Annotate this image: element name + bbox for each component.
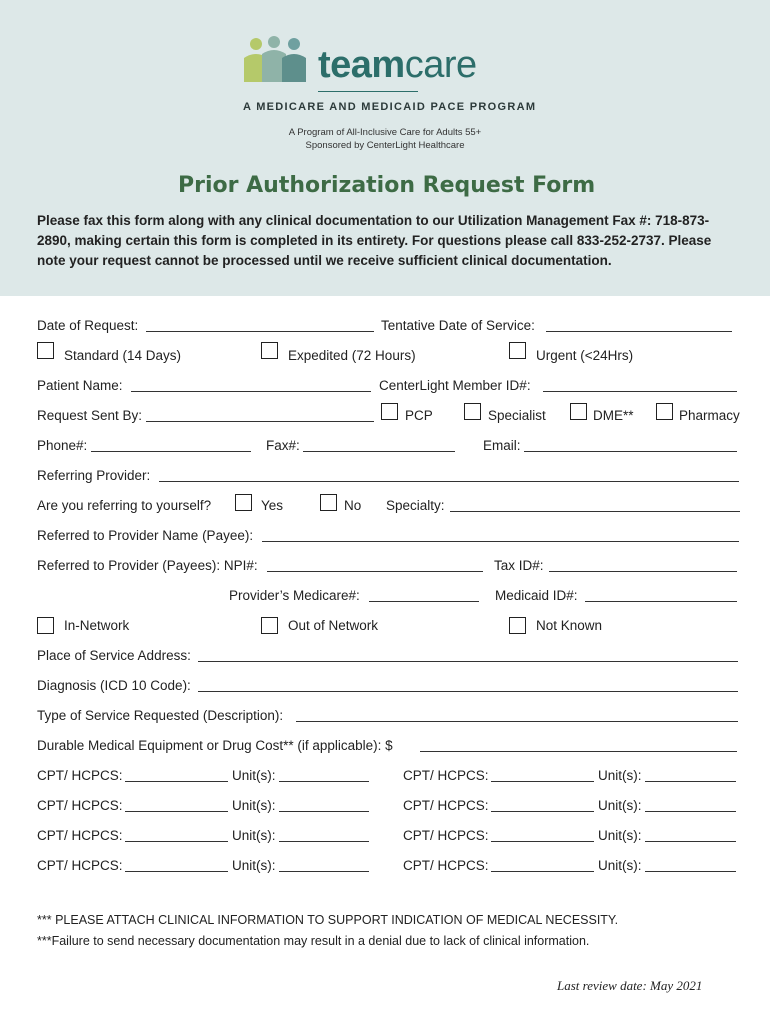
member-id-field[interactable] — [543, 391, 737, 392]
dme-label: DME** — [593, 408, 634, 423]
units-label: Unit(s): — [598, 798, 642, 813]
program-line: A Program of All-Inclusive Care for Adults 55+ — [288, 127, 482, 138]
dme-cost-label: Durable Medical Equipment or Drug Cost** (if applicable): $ — [37, 738, 393, 753]
units-label: Unit(s): — [598, 858, 642, 873]
type-of-service-field[interactable] — [296, 721, 738, 722]
expedited-label: Expedited (72 Hours) — [288, 348, 416, 363]
in-network-checkbox[interactable] — [37, 617, 54, 634]
units-label: Unit(s): — [232, 828, 276, 843]
urgent-checkbox[interactable] — [509, 342, 526, 359]
type-of-service-label: Type of Service Requested (Description): — [37, 708, 284, 723]
footer-note-failure: ***Failure to send necessary documentation may result in a denial due to lack of clinical information. — [37, 934, 590, 948]
referred-name-field[interactable] — [262, 541, 739, 542]
cpt-field[interactable] — [491, 871, 594, 872]
member-id-label: CenterLight Member ID#: — [379, 378, 531, 393]
patient-name-label: Patient Name: — [37, 378, 123, 393]
diagnosis-field[interactable] — [198, 691, 738, 692]
footer-note-attach: *** PLEASE ATTACH CLINICAL INFORMATION TO SUPPORT INDICATION OF MEDICAL NECESSITY. — [37, 913, 619, 927]
cpt-field[interactable] — [125, 781, 228, 782]
logo-divider — [318, 91, 418, 92]
intro-text: Please fax this form along with any clinical documentation to our Utilization Management Fax #: 718-873-2890, making certain this form is completed in its entirety. For questions please call 833-252-2737. Please note your request cannot be processed until we receive sufficient clinical documentation. — [37, 213, 712, 268]
units-label: Unit(s): — [598, 828, 642, 843]
tax-id-field[interactable] — [549, 571, 737, 572]
date-of-request-field[interactable] — [146, 331, 374, 332]
tentative-date-label: Tentative Date of Service: — [381, 318, 535, 333]
email-label: Email: — [483, 438, 521, 453]
units-label: Unit(s): — [232, 768, 276, 783]
cpt-field[interactable] — [491, 781, 594, 782]
cpt-label: CPT/ HCPCS: — [37, 828, 123, 843]
page-title: Prior Authorization Request Form — [178, 173, 596, 198]
standard-label: Standard (14 Days) — [64, 348, 182, 363]
cpt-field[interactable] — [125, 811, 228, 812]
teamcare-logo-icon — [240, 36, 312, 84]
sponsor-line: Sponsored by CenterLight Healthcare — [305, 140, 465, 151]
units-field[interactable] — [279, 811, 369, 812]
out-of-network-checkbox[interactable] — [261, 617, 278, 634]
cpt-field[interactable] — [491, 811, 594, 812]
out-of-network-label: Out of Network — [288, 618, 379, 633]
cpt-label: CPT/ HCPCS: — [37, 768, 123, 783]
yes-checkbox[interactable] — [235, 494, 252, 511]
request-sent-by-label: Request Sent By: — [37, 408, 143, 423]
medicaid-id-field[interactable] — [585, 601, 737, 602]
units-field[interactable] — [279, 781, 369, 782]
in-network-label: In-Network — [64, 618, 130, 633]
no-checkbox[interactable] — [320, 494, 337, 511]
cpt-field[interactable] — [125, 871, 228, 872]
specialty-label: Specialty: — [386, 498, 445, 513]
specialist-checkbox[interactable] — [464, 403, 481, 420]
fax-label: Fax#: — [266, 438, 300, 453]
units-field[interactable] — [645, 841, 736, 842]
tax-id-label: Tax ID#: — [494, 558, 544, 573]
units-label: Unit(s): — [232, 858, 276, 873]
units-field[interactable] — [645, 811, 736, 812]
units-field[interactable] — [279, 841, 369, 842]
cpt-label: CPT/ HCPCS: — [403, 768, 489, 783]
cpt-label: CPT/ HCPCS: — [403, 858, 489, 873]
referred-npi-label: Referred to Provider (Payees): NPI#: — [37, 558, 258, 573]
units-field[interactable] — [645, 871, 736, 872]
npi-field[interactable] — [267, 571, 483, 572]
patient-name-field[interactable] — [131, 391, 371, 392]
referring-yourself-label: Are you referring to yourself? — [37, 498, 212, 513]
logo-word-light: care — [404, 44, 477, 86]
cpt-label: CPT/ HCPCS: — [403, 798, 489, 813]
cpt-label: CPT/ HCPCS: — [37, 858, 123, 873]
place-of-service-field[interactable] — [198, 661, 738, 662]
units-field[interactable] — [645, 781, 736, 782]
specialty-field[interactable] — [450, 511, 740, 512]
yes-label: Yes — [261, 498, 284, 513]
medicaid-id-label: Medicaid ID#: — [495, 588, 578, 603]
pcp-checkbox[interactable] — [381, 403, 398, 420]
fax-field[interactable] — [303, 451, 455, 452]
providers-medicare-label: Provider’s Medicare#: — [229, 588, 360, 603]
providers-medicare-field[interactable] — [369, 601, 479, 602]
cpt-field[interactable] — [125, 841, 228, 842]
no-label: No — [344, 498, 362, 513]
logo-word-bold: team — [318, 44, 405, 86]
phone-label: Phone#: — [37, 438, 88, 453]
not-known-checkbox[interactable] — [509, 617, 526, 634]
units-label: Unit(s): — [598, 768, 642, 783]
pharmacy-label: Pharmacy — [679, 408, 740, 423]
pcp-label: PCP — [405, 408, 433, 423]
tagline: A MEDICARE AND MEDICAID PACE PROGRAM — [243, 101, 537, 113]
diagnosis-label: Diagnosis (ICD 10 Code): — [37, 678, 191, 693]
referring-provider-label: Referring Provider: — [37, 468, 151, 483]
cpt-field[interactable] — [491, 841, 594, 842]
tentative-date-field[interactable] — [546, 331, 732, 332]
not-known-label: Not Known — [536, 618, 603, 633]
dme-checkbox[interactable] — [570, 403, 587, 420]
urgent-label: Urgent (<24Hrs) — [536, 348, 634, 363]
referring-provider-field[interactable] — [159, 481, 739, 482]
last-review-date: Last review date: May 2021 — [557, 978, 703, 993]
units-label: Unit(s): — [232, 798, 276, 813]
date-of-request-label: Date of Request: — [37, 318, 139, 333]
phone-field[interactable] — [91, 451, 251, 452]
request-sent-by-field[interactable] — [146, 421, 374, 422]
pharmacy-checkbox[interactable] — [656, 403, 673, 420]
expedited-checkbox[interactable] — [261, 342, 278, 359]
cpt-label: CPT/ HCPCS: — [403, 828, 489, 843]
email-field[interactable] — [524, 451, 737, 452]
cpt-label: CPT/ HCPCS: — [37, 798, 123, 813]
specialist-label: Specialist — [488, 408, 546, 423]
place-of-service-label: Place of Service Address: — [37, 648, 191, 663]
logo-wordmark — [318, 44, 477, 87]
standard-checkbox[interactable] — [37, 342, 54, 359]
dme-cost-field[interactable] — [420, 751, 737, 752]
referred-name-label: Referred to Provider Name (Payee): — [37, 528, 254, 543]
units-field[interactable] — [279, 871, 369, 872]
